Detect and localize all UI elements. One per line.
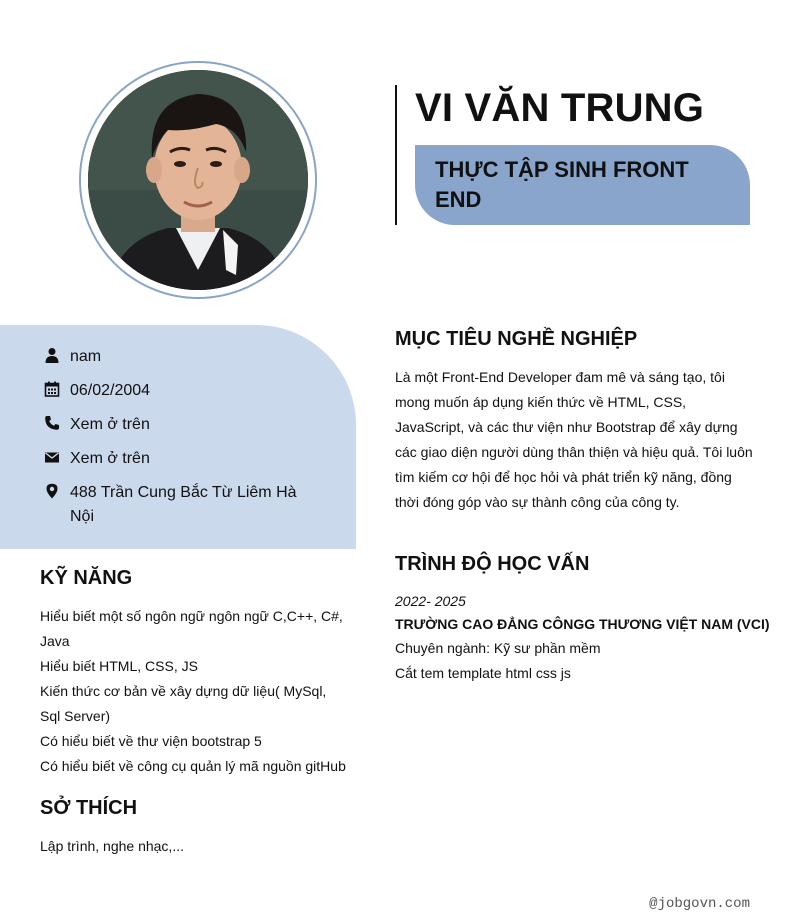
location-pin-icon <box>44 483 60 499</box>
contact-gender <box>44 345 310 369</box>
education-note: Cắt tem template html css js <box>395 665 571 681</box>
objective-text: Là một Front-End Developer đam mê và sáng tạo, tôi mong muốn áp dụng kiến thức về HTML, CSS, JavaScript, và các thư viện như Bootstrap để xây dựng các giao diện người dùng thân thiện và hiệu quả. Tôi luôn tìm kiếm cơ hội để học hỏi và phát triển kỹ năng, đồng thời đóng góp vào sự thành công của công ty. <box>395 369 753 510</box>
contact-email <box>44 447 310 471</box>
role-badge <box>415 145 750 225</box>
education-major: Chuyên ngành: Kỹ sư phần mềm <box>395 640 601 656</box>
email-text: Xem ở trên <box>70 450 150 467</box>
calendar-icon <box>44 381 60 397</box>
hobbies-title: SỞ THÍCH <box>40 797 138 819</box>
address-text: 488 Trần Cung Bắc Từ Liêm Hà Nội <box>70 484 297 525</box>
skill-item: Có hiểu biết về thư viện bootstrap 5 <box>40 733 262 749</box>
person-icon <box>44 347 60 363</box>
contact-phone <box>44 413 310 437</box>
objective-title: MỤC TIÊU NGHỀ NGHIỆP <box>395 328 638 350</box>
education-school: TRƯỜNG CAO ĐẲNG CÔNGG THƯƠNG VIỆT NAM (VCI) <box>395 616 770 632</box>
education-period: 2022- 2025 <box>395 593 466 609</box>
skill-item: Kiến thức cơ bản về xây dựng dữ liệu( MySql, Sql Server) <box>40 683 327 724</box>
phone-text: Xem ở trên <box>70 416 150 433</box>
skill-item: Hiểu biết một số ngôn ngữ ngôn ngữ C,C++, C#, Java <box>40 608 343 649</box>
avatar <box>88 70 308 290</box>
skill-item: Có hiểu biết về công cụ quản lý mã nguồn gitHub <box>40 758 346 774</box>
birthday-text: 06/02/2004 <box>70 382 151 399</box>
contact-birthday <box>44 379 310 403</box>
contact-address <box>44 481 310 529</box>
job-title: THỰC TẬP SINH FRONT END <box>435 157 689 212</box>
education-title: TRÌNH ĐỘ HỌC VẤN <box>395 553 590 575</box>
gender-text: nam <box>70 348 102 365</box>
phone-icon <box>44 415 60 431</box>
hobbies-text: Lập trình, nghe nhạc,... <box>40 838 184 854</box>
full-name: VI VĂN TRUNG <box>415 86 705 130</box>
skills-title: KỸ NĂNG <box>40 567 133 589</box>
mail-icon <box>44 449 60 465</box>
watermark: @jobgovn.com <box>649 896 750 912</box>
skill-item: Hiểu biết HTML, CSS, JS <box>40 658 198 674</box>
name-divider <box>395 85 397 225</box>
contact-panel <box>0 325 356 549</box>
